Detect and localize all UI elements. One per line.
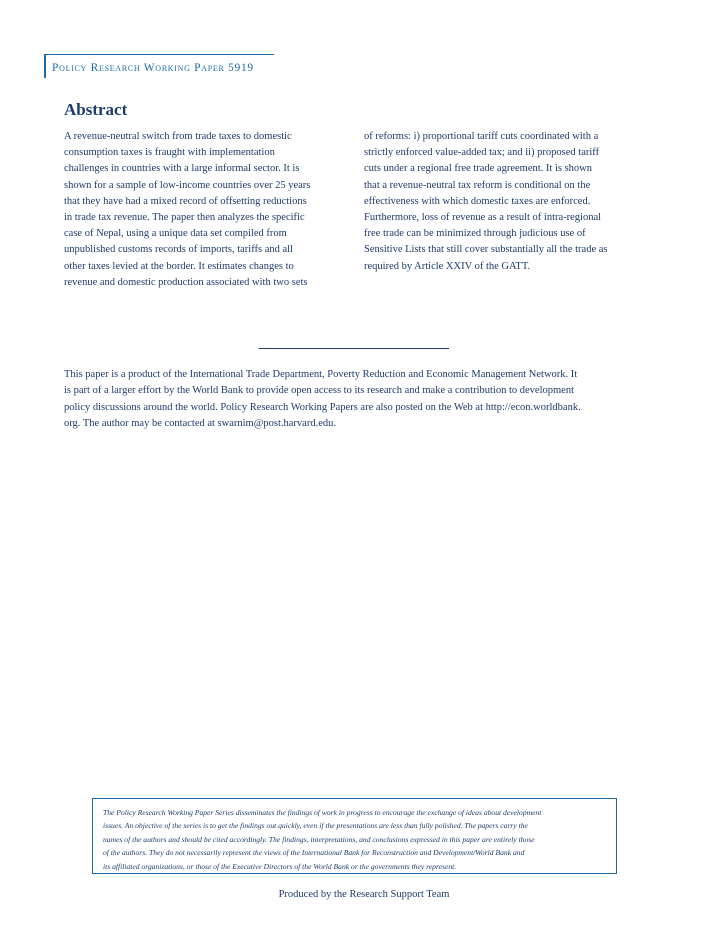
- disclaimer-line: names of the authors and should be cited accordingly. The findings, interpretations, and conclusions expressed in this paper are entirely those: [103, 834, 535, 844]
- series-rule: [44, 54, 274, 55]
- abstract-line: shown for a sample of low-income countries over 25 years: [64, 179, 311, 191]
- note-line: is part of a larger effort by the World Bank to provide open access to its research and make a contribution to development: [64, 385, 574, 397]
- abstract-heading: Abstract: [64, 100, 128, 119]
- abstract-line: challenges in countries with a large informal sector. It is: [64, 163, 300, 175]
- abstract-line: revenue and domestic production associated with two sets: [64, 276, 308, 288]
- note-line: policy discussions around the world. Policy Research Working Papers are also posted on the Web at http://econ.worldbank.: [64, 401, 581, 413]
- abstract-line: case of Nepal, using a unique data set compiled from: [64, 228, 287, 240]
- note-line: org. The author may be contacted at swarnim@post.harvard.edu.: [64, 417, 336, 429]
- abstract-line: free trade can be minimized through judicious use of: [364, 228, 586, 240]
- disclaimer-line: its affiliated organizations, or those of the Executive Directors of the World Bank or the governments they represent.: [103, 861, 457, 871]
- abstract-line: A revenue-neutral switch from trade taxes to domestic: [64, 131, 292, 142]
- disclaimer-line: of the authors. They do not necessarily represent the views of the International Bank for Reconstruction and Development/World Bank and: [103, 848, 525, 858]
- abstract-line: cuts under a regional free trade agreement. It is shown: [364, 163, 592, 175]
- series-title: Policy Research Working Paper 5919: [52, 62, 254, 74]
- note-line: This paper is a product of the International Trade Department, Poverty Reduction and Economic Management Network. It: [64, 369, 578, 380]
- section-divider: [259, 348, 449, 349]
- abstract-left-column: [64, 129, 354, 291]
- abstract-line: consumption taxes is fraught with implementation: [64, 147, 275, 159]
- disclaimer-line: issues. An objective of the series is to get the findings out quickly, even if the presentations are less than fully polished. The papers carry the: [103, 821, 528, 831]
- abstract-line: required by Article XXIV of the GATT.: [364, 260, 531, 272]
- abstract-line: of reforms: i) proportional tariff cuts coordinated with a: [364, 131, 599, 142]
- abstract-line: in trade tax revenue. The paper then analyzes the specific: [64, 212, 305, 224]
- abstract-line: that a revenue-neutral tax reform is conditional on the: [364, 179, 591, 191]
- abstract-line: that they have had a mixed record of offsetting reductions: [64, 195, 307, 207]
- series-bar: [44, 54, 46, 78]
- abstract-line: effectiveness with which domestic taxes are enforced.: [364, 195, 591, 207]
- abstract-right-column: [364, 129, 654, 275]
- abstract-line: strictly enforced value-added tax; and ii) proposed tariff: [364, 147, 600, 159]
- abstract-line: Sensitive Lists that still cover substantially all the trade as: [364, 244, 608, 256]
- abstract-line: Furthermore, loss of revenue as a result of intra-regional: [364, 212, 602, 224]
- series-disclaimer-box: [92, 798, 617, 874]
- produced-by: Produced by the Research Support Team: [278, 889, 450, 900]
- disclaimer-line: The Policy Research Working Paper Series disseminates the findings of work in progress to encourage the exchange of ideas about development: [103, 808, 542, 817]
- abstract-line: unpublished customs records of imports, tariffs and all: [64, 244, 294, 256]
- author-note: [64, 367, 664, 432]
- abstract-line: other taxes levied at the border. It estimates changes to: [64, 260, 294, 272]
